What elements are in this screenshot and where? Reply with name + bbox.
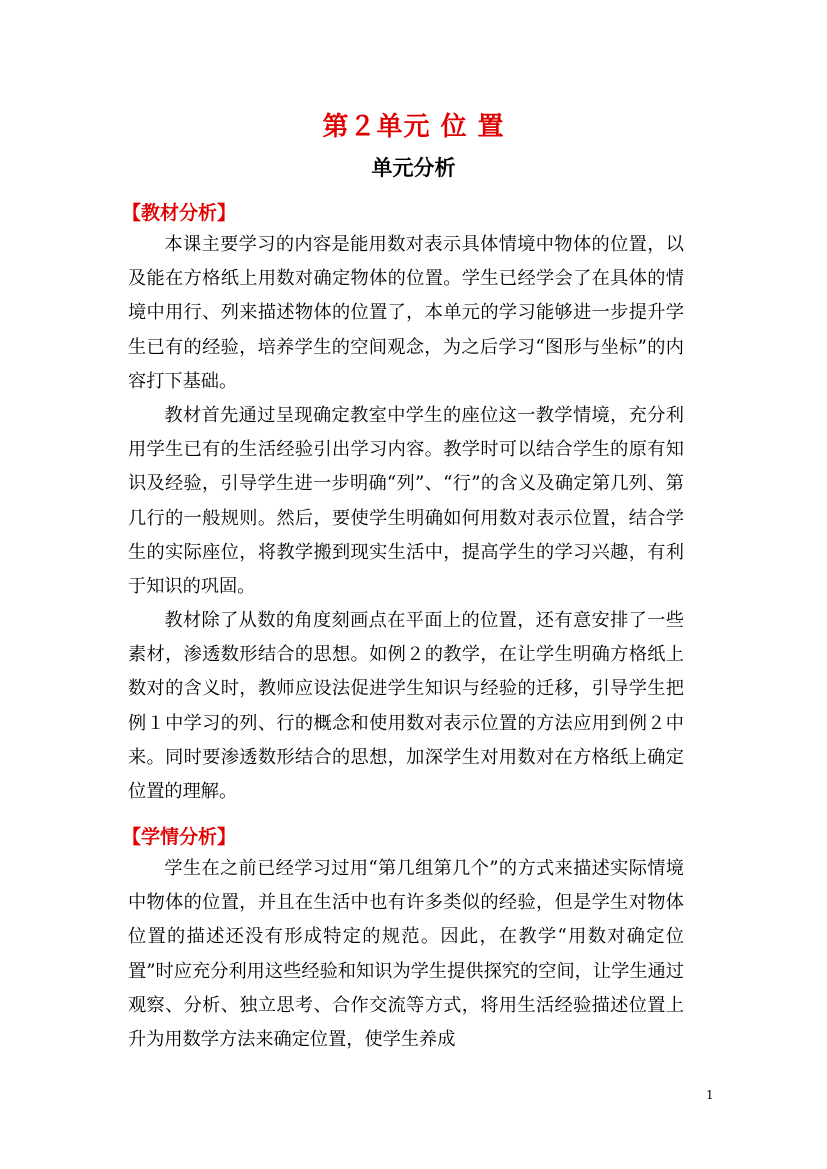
unit-title: 第２单元 位 置	[322, 112, 505, 142]
paragraph: 本课主要学习的内容是能用数对表示具体情境中物体的位置，以及能在方格纸上用数对确定物体的位置。学生已经学会了在具体的情境中用行、列来描述物体的位置了，本单元的学习能够进一步提升学生已有的经验，培养学生的空间观念，为之后学习“图形与坐标”的内容打下基础。	[128, 234, 684, 392]
section-heading-learner-analysis: 【学情分析】	[122, 826, 237, 848]
section-heading-textbook-analysis: 【教材分析】	[122, 202, 237, 224]
paragraph: 教材首先通过呈现确定教室中学生的座位这一教学情境，充分利用学生已有的生活经验引出学习内容。教学时可以结合学生的原有知识及经验，引导学生进一步明确“列”、“行”的含义及确定第几列、第几行的一般规则。然后，要使学生明确如何用数对表示位置，结合学生的实际座位，将教学搬到现实生活中，提高学生的学习兴趣，有利于知识的巩固。	[128, 405, 684, 598]
paragraph: 教材除了从数的角度刻画点在平面上的位置，还有意安排了一些素材，渗透数形结合的思想。如例２的教学，在让学生明确方格纸上数对的含义时，教师应设法促进学生知识与经验的迁移，引导学生把例１中学习的列、行的概念和使用数对表示位置的方法应用到例２中来。同时要渗透数形结合的思想，加深学生对用数对在方格纸上确定位置的理解。	[128, 610, 684, 803]
paragraph: 学生在之前已经学习过用“第几组第几个”的方式来描述实际情境中物体的位置，并且在生活中也有许多类似的经验，但是学生对物体位置的描述还没有形成特定的规范。因此，在教学“用数对确定位置”时应充分利用这些经验和知识为学生提供探究的空间，让学生通过观察、分析、独立思考、合作交流等方式，将用生活经验描述位置上升为用数学方法来确定位置，使学生养成	[128, 858, 684, 1051]
unit-subtitle: 单元分析	[371, 156, 456, 180]
page-number: 1	[706, 1088, 714, 1102]
